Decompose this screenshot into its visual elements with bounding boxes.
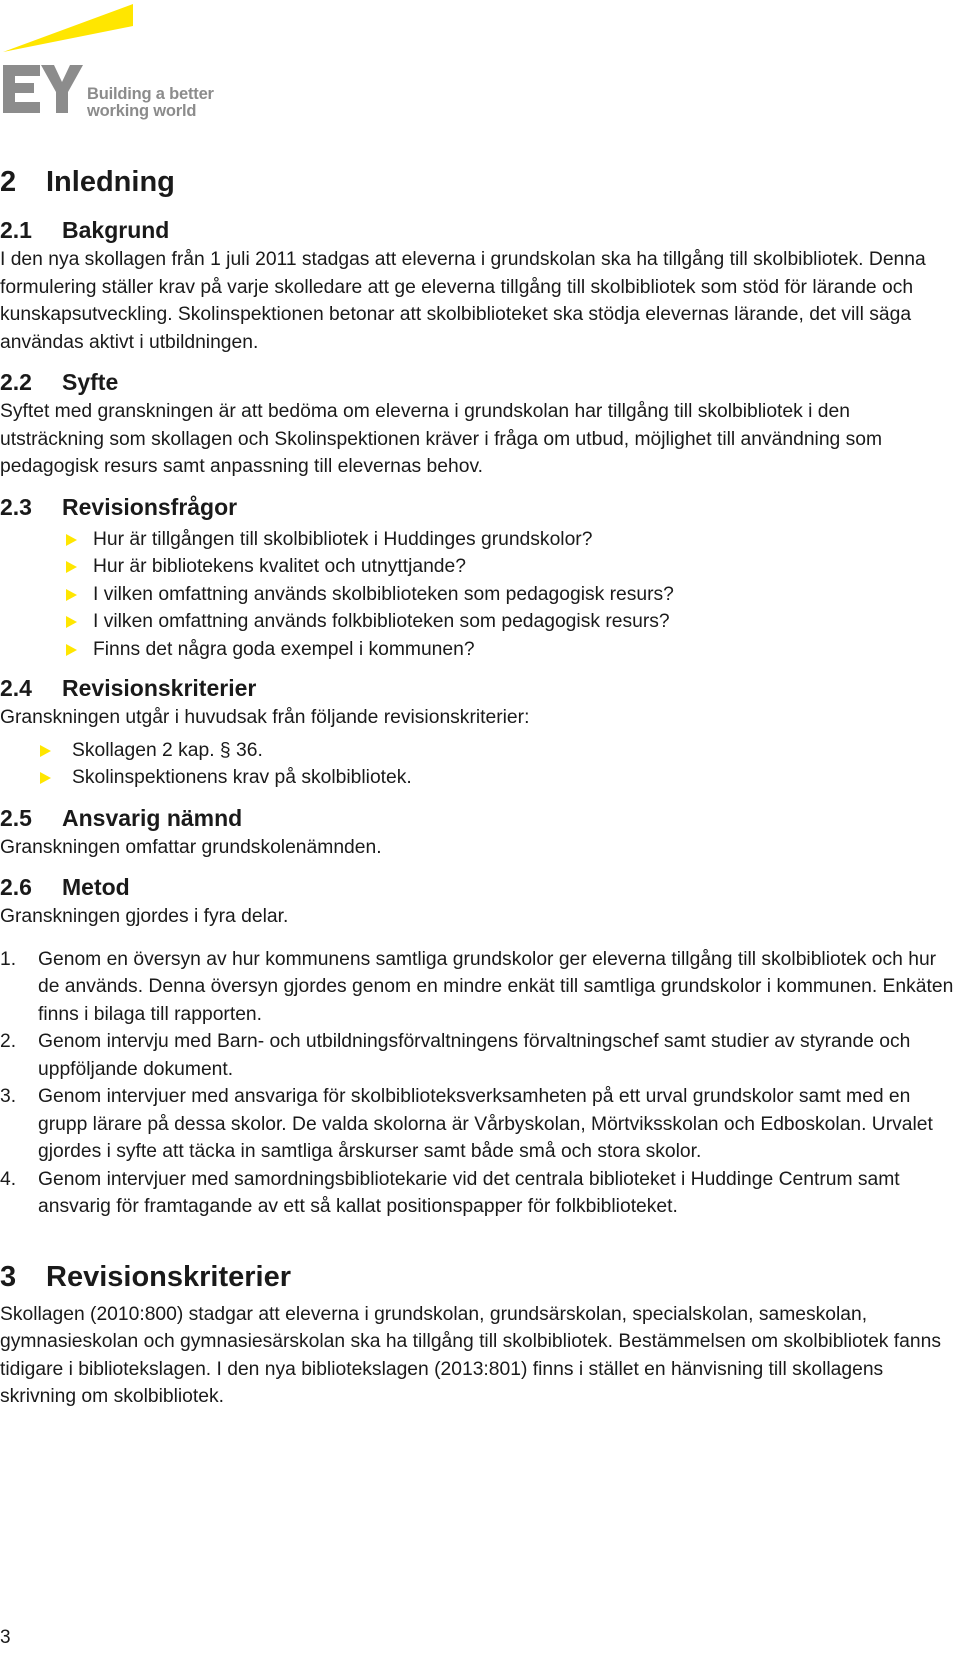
section-number: 2: [0, 166, 17, 198]
list-item: Hur är tillgången till skolbibliotek i Huddinges grundskolor?: [0, 526, 958, 554]
bullet-arrow-icon: [40, 772, 51, 784]
section-number: 2.2: [0, 369, 32, 395]
logo-tagline: [87, 86, 214, 120]
list-item: 4. Genom intervjuer med samordningsbibliotekarie vid det centrala biblioteket i Huddinge Centrum samt ansvarig för framtagande av ett så kallat positionspapper för folkbiblioteket.: [0, 1168, 900, 1217]
metod-steps: [0, 946, 958, 1221]
section-title: Ansvarig nämnd: [62, 804, 243, 831]
ey-logo: [0, 0, 230, 125]
logo-letters: [3, 65, 83, 113]
list-item: Skolinspektionens krav på skolbibliotek.: [0, 764, 958, 792]
logo-beam-icon: [3, 4, 133, 52]
list-item: Finns det några goda exempel i kommunen?: [0, 636, 958, 664]
section-2-6-heading: [0, 872, 958, 902]
section-3-paragraph: Skollagen (2010:800) stadgar att eleverna i grundskolan, grundsärskolan, specialskolan, sameskolan, gymnasieskolan och gymnasiesärskolan ska ha tillgång till skolbibliotek. Bestämmelsen om skolbibliotek fanns tidigare i bibliotekslagen. I den nya bibliotekslagen (2013:801) finns i stället en hänvisning till skollagens skrivning om skolbibliotek.: [0, 1303, 941, 1407]
section-title: Revisionskriterier: [62, 675, 257, 701]
section-number: 2.5: [0, 804, 32, 831]
kriterier-list: [0, 737, 958, 792]
bullet-arrow-icon: [40, 745, 51, 757]
kriterier-intro: Granskningen utgår i huvudsak från följande revisionskriterier:: [0, 707, 530, 728]
section-title: Revisionskriterier: [46, 1260, 292, 1293]
section-2-4-heading: [0, 673, 958, 703]
section-2-1-heading: [0, 215, 958, 245]
ansvarig-paragraph: Granskningen omfattar grundskolenämnden.: [0, 836, 382, 858]
section-2-3-heading: [0, 492, 958, 522]
list-item: Skollagen 2 kap. § 36.: [0, 737, 958, 765]
syfte-paragraph: Syftet med granskningen är att bedöma om eleverna i grundskolan har tillgång till skolbibliotek i den utsträckning som skollagen och Skolinspektionen kräver i fråga om utbud, möjlighet till användning som pedagogisk resurs samt anpassning till elevernas behov.: [0, 401, 883, 477]
section-title: Revisionsfrågor: [62, 493, 238, 520]
section-title: Syfte: [62, 369, 119, 395]
logo-tagline-line2: working world: [87, 102, 197, 120]
section-title: Bakgrund: [62, 217, 170, 243]
section-3-heading: [0, 1257, 958, 1297]
section-2-heading: [0, 162, 958, 202]
section-2-2-heading: [0, 367, 958, 397]
section-number: 2.6: [0, 874, 32, 900]
bakgrund-paragraph: I den nya skollagen från 1 juli 2011 stadgas att eleverna i grundskolan ska ha tillgång till skolbibliotek. Denna formulering ställer krav på varje skolledare att ge eleverna tillgång till skolbibliotek som stöd för lärande och kunskapsutveckling. Skolinspektionen betonar att skolbiblioteket ska stödja elevernas lärande, det vill säga användas aktivt i utbildningen.: [0, 249, 926, 353]
bullet-arrow-icon: [66, 561, 77, 573]
page-number: 3: [0, 1627, 11, 1648]
list-item: 1. Genom en översyn av hur kommunens samtliga grundskolor ger eleverna tillgång till skolbibliotek och hur de används. Denna översyn gjordes genom en mindre enkät till samtliga grundskolor i kommunen. Enkäten finns i bilaga till rapporten.: [0, 948, 954, 1025]
section-number: 3: [0, 1260, 17, 1293]
section-title: Metod: [62, 874, 130, 900]
bullet-arrow-icon: [66, 644, 77, 656]
list-item: 3. Genom intervjuer med ansvariga för skolbiblioteksverksamheten på ett urval grundskolor samt med en grupp lärare på dessa skolor. De valda skolorna är Vårbyskolan, Mörtviksskolan och Edboskolan. Urvalet gjordes i syfte att täcka in samtliga årskurser samt både små och stora skolor.: [0, 1086, 933, 1162]
metod-intro: Granskningen gjordes i fyra delar.: [0, 906, 289, 927]
revisionsfragor-list: [0, 526, 958, 664]
section-number: 2.3: [0, 493, 32, 520]
logo-tagline-line1: Building a better: [87, 85, 214, 103]
list-item: 2. Genom intervju med Barn- och utbildningsförvaltningens förvaltningschef samt studier av styrande och uppföljande dokument.: [0, 1031, 911, 1080]
list-item: Hur är bibliotekens kvalitet och utnyttjande?: [0, 553, 958, 581]
section-number: 2.1: [0, 217, 32, 243]
bullet-arrow-icon: [66, 616, 77, 628]
bullet-arrow-icon: [66, 534, 77, 546]
document-body: [0, 162, 958, 1411]
list-item: I vilken omfattning används folkbiblioteken som pedagogisk resurs?: [0, 608, 958, 636]
list-item: I vilken omfattning används skolbiblioteken som pedagogisk resurs?: [0, 581, 958, 609]
section-2-5-heading: [0, 803, 958, 833]
section-title: Inledning: [46, 166, 175, 198]
section-number: 2.4: [0, 675, 32, 701]
bullet-arrow-icon: [66, 589, 77, 601]
